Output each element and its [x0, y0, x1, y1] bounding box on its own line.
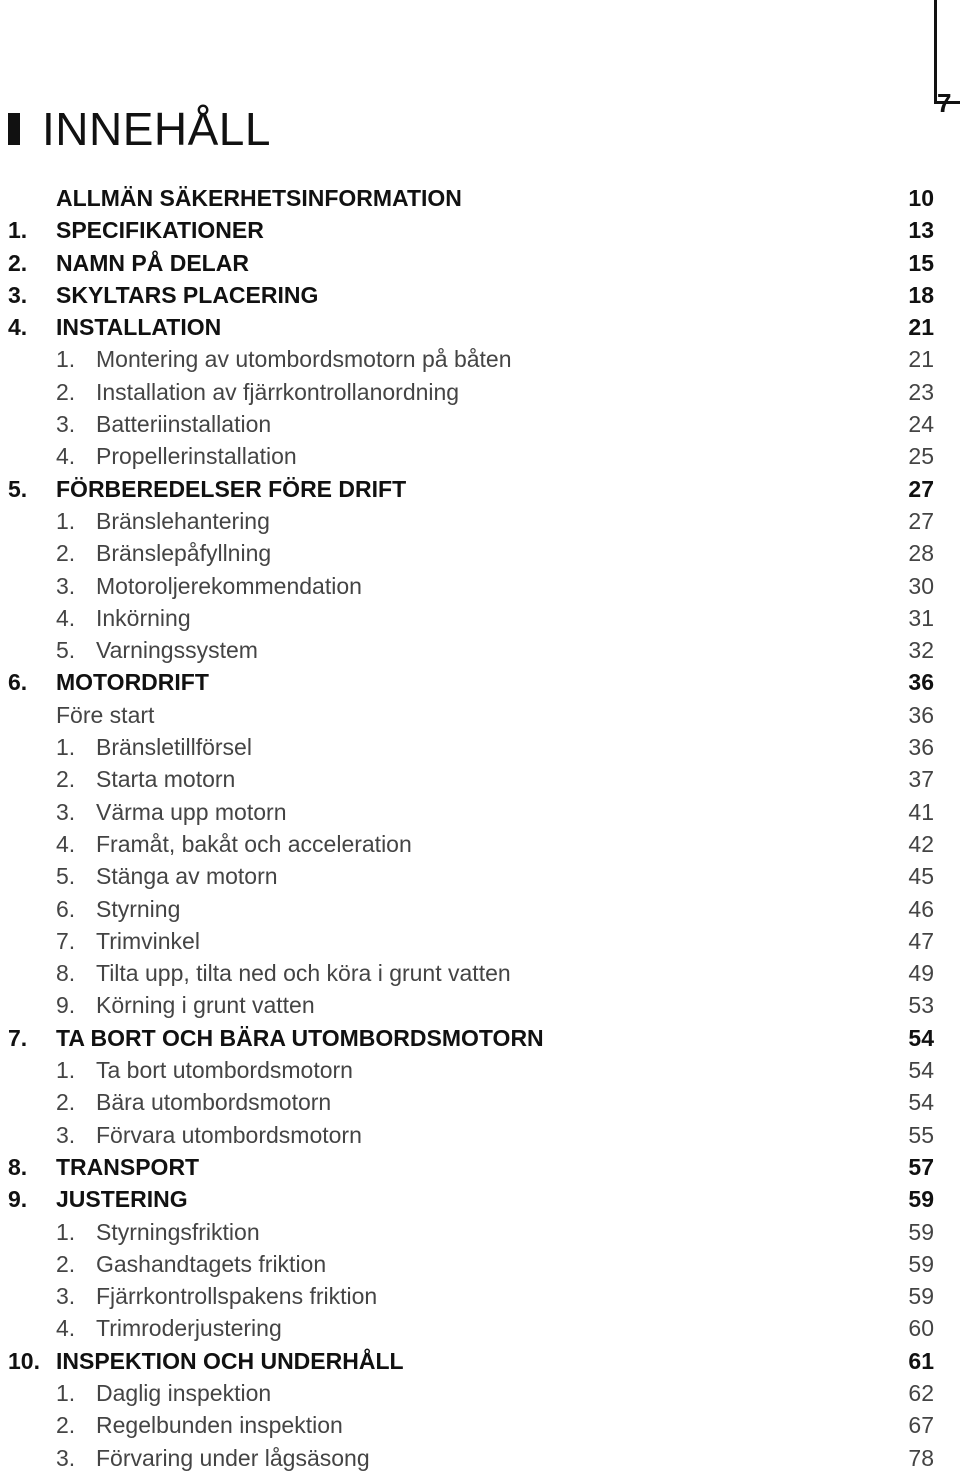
toc-entry-page: 55	[908, 1121, 934, 1148]
toc-entry-page: 25	[908, 443, 934, 470]
toc-section-row[interactable]	[0, 570, 960, 602]
toc-entry-page: 15	[908, 249, 934, 276]
toc-section-row[interactable]	[0, 1119, 960, 1151]
toc-chapter-row[interactable]	[0, 1183, 960, 1215]
toc-entry-number: 4.	[8, 314, 28, 341]
toc-chapter-row[interactable]	[0, 311, 960, 343]
toc-entry-label: Varningssystem	[96, 637, 258, 664]
toc-entry-label: ALLMÄN SÄKERHETSINFORMATION	[56, 185, 462, 211]
toc-entry-number: 2.	[56, 1412, 76, 1439]
toc-entry-number: 2.	[56, 1089, 76, 1116]
toc-entry-number: 1.	[56, 1379, 76, 1406]
toc-entry-label: Tilta upp, tilta ned och köra i grunt vatten	[96, 960, 511, 987]
toc-entry-label: Framåt, bakåt och acceleration	[96, 830, 412, 857]
toc-entry-number: 7.	[8, 1024, 28, 1051]
toc-entry-number: 2.	[56, 1250, 76, 1277]
toc-section-row[interactable]	[0, 989, 960, 1021]
toc-entry-label: Ta bort utombordsmotorn	[96, 1057, 353, 1084]
toc-chapter-row[interactable]	[0, 666, 960, 698]
toc-entry-number: 3.	[56, 1444, 76, 1471]
toc-entry-page: 23	[908, 378, 934, 405]
toc-entry-label: MOTORDRIFT	[56, 669, 209, 696]
toc-entry-label: Körning i grunt vatten	[96, 992, 315, 1019]
toc-entry-page: 62	[908, 1379, 934, 1406]
toc-entry-label: FÖRBEREDELSER FÖRE DRIFT	[56, 475, 407, 502]
toc-section-row[interactable]	[0, 893, 960, 925]
table-of-contents	[0, 182, 960, 1474]
toc-entry-label: Fjärrkontrollspakens friktion	[96, 1283, 378, 1310]
toc-chapter-row[interactable]	[0, 279, 960, 311]
toc-entry-label: Stänga av motorn	[96, 863, 278, 890]
toc-section-row[interactable]	[0, 1054, 960, 1086]
toc-entry-number: 5.	[56, 863, 76, 890]
toc-section-row[interactable]	[0, 925, 960, 957]
toc-entry-label: Före start	[56, 701, 155, 728]
toc-section-row[interactable]	[0, 828, 960, 860]
toc-chapter-row[interactable]	[0, 1345, 960, 1377]
toc-section-row[interactable]	[0, 1280, 960, 1312]
toc-entry-label: Styrningsfriktion	[96, 1218, 260, 1245]
toc-entry-number: 1.	[56, 507, 76, 534]
toc-entry-label: SKYLTARS PLACERING	[56, 281, 319, 308]
toc-section-row[interactable]	[0, 763, 960, 795]
toc-entry-number: 6.	[56, 895, 76, 922]
toc-entry-label: Trimvinkel	[96, 927, 200, 954]
toc-section-row[interactable]	[0, 537, 960, 569]
toc-entry-page: 42	[908, 830, 934, 857]
toc-chapter-row[interactable]	[0, 247, 960, 279]
toc-entry-page: 41	[908, 798, 934, 825]
toc-section-row[interactable]	[0, 343, 960, 375]
toc-section-row[interactable]	[0, 731, 960, 763]
toc-entry-page: 24	[908, 411, 934, 438]
toc-entry-label: Montering av utombordsmotorn på båten	[96, 346, 512, 373]
toc-entry-page: 53	[908, 992, 934, 1019]
toc-entry-number: 2.	[8, 249, 28, 276]
page-title: INNEHÅLL	[42, 103, 271, 155]
toc-entry-page: 37	[908, 766, 934, 793]
toc-entry-label: Motoroljerekommendation	[96, 572, 362, 599]
toc-entry-label: Installation av fjärrkontrollanordning	[96, 378, 460, 405]
toc-entry-page: 36	[908, 701, 934, 728]
toc-entry-number: 7.	[56, 927, 76, 954]
toc-entry-number: 5.	[56, 637, 76, 664]
toc-chapter-row[interactable]	[0, 214, 960, 246]
toc-entry-label: Bränsletillförsel	[96, 734, 252, 761]
toc-entry-label: Daglig inspektion	[96, 1379, 272, 1406]
toc-chapter-row[interactable]	[0, 1022, 960, 1054]
toc-entry-label: Starta motorn	[96, 766, 236, 793]
toc-entry-number: 3.	[56, 798, 76, 825]
toc-entry-number: 4.	[56, 830, 76, 857]
toc-entry-page: 28	[908, 540, 934, 567]
toc-entry-page: 21	[908, 346, 934, 373]
toc-entry-number: 9.	[56, 992, 76, 1019]
toc-section-row[interactable]	[0, 860, 960, 892]
toc-entry-label: Batteriinstallation	[96, 411, 272, 438]
toc-entry-label: Förvara utombordsmotorn	[96, 1121, 362, 1148]
toc-entry-number: 2.	[56, 540, 76, 567]
toc-entry-page: 18	[908, 281, 934, 308]
toc-entry-label: Bränslehantering	[96, 507, 270, 534]
toc-section-row[interactable]	[0, 1377, 960, 1409]
toc-entry-page: 54	[908, 1089, 934, 1116]
toc-section-row[interactable]	[0, 376, 960, 408]
toc-entry-page: 57	[908, 1153, 934, 1180]
toc-entry-page: 10	[908, 185, 934, 211]
toc-entry-page: 59	[908, 1186, 934, 1213]
toc-entry-page: 61	[908, 1347, 934, 1374]
toc-section-row[interactable]	[0, 1442, 960, 1474]
toc-entry-number: 1.	[56, 346, 76, 373]
toc-section-row[interactable]	[0, 505, 960, 537]
toc-entry-page: 13	[908, 217, 934, 244]
toc-entry-page: 59	[908, 1218, 934, 1245]
toc-entry-label: Bränslepåfyllning	[96, 540, 272, 567]
toc-section-row[interactable]	[0, 602, 960, 634]
toc-entry-page: 45	[908, 863, 934, 890]
toc-entry-label: TA BORT OCH BÄRA UTOMBORDSMOTORN	[56, 1024, 544, 1051]
toc-entry-page: 47	[908, 927, 934, 954]
toc-entry-number: 3.	[56, 411, 76, 438]
toc-entry-label: Styrning	[96, 895, 181, 922]
toc-entry-page: 49	[908, 960, 934, 987]
toc-entry-number: 4.	[56, 604, 76, 631]
toc-entry-page: 36	[908, 734, 934, 761]
toc-entry-page: 59	[908, 1250, 934, 1277]
toc-entry-number: 1.	[56, 1218, 76, 1245]
toc-section-row[interactable]	[0, 1409, 960, 1441]
toc-entry-label: Gashandtagets friktion	[96, 1250, 327, 1277]
toc-chapter-row[interactable]	[0, 182, 960, 214]
toc-entry-label: INSTALLATION	[56, 314, 222, 341]
toc-section-row[interactable]	[0, 957, 960, 989]
toc-entry-number: 3.	[56, 1283, 76, 1310]
toc-entry-number: 2.	[56, 766, 76, 793]
toc-entry-number: 3.	[56, 572, 76, 599]
toc-entry-number: 10.	[8, 1347, 40, 1374]
toc-entry-number: 4.	[56, 1315, 76, 1342]
toc-section-row[interactable]	[0, 408, 960, 440]
toc-entry-label: Förvaring under lågsäsong	[96, 1444, 370, 1471]
toc-entry-page: 54	[908, 1057, 934, 1084]
toc-entry-label: JUSTERING	[56, 1186, 188, 1213]
toc-section-row[interactable]	[0, 1086, 960, 1118]
toc-entry-label: INSPEKTION OCH UNDERHÅLL	[56, 1347, 404, 1374]
toc-entry-page: 30	[908, 572, 934, 599]
toc-entry-page: 60	[908, 1315, 934, 1342]
toc-entry-page: 32	[908, 637, 934, 664]
toc-section-row[interactable]	[0, 1248, 960, 1280]
toc-entry-number: 5.	[8, 475, 28, 502]
toc-section-row[interactable]	[0, 440, 960, 472]
toc-entry-page: 31	[908, 604, 934, 631]
toc-entry-page: 78	[908, 1444, 934, 1471]
toc-entry-number: 8.	[56, 960, 76, 987]
toc-section-row[interactable]	[0, 1216, 960, 1248]
toc-entry-number: 1.	[56, 734, 76, 761]
toc-entry-page: 46	[908, 895, 934, 922]
toc-entry-page: 59	[908, 1283, 934, 1310]
toc-entry-page: 36	[908, 669, 934, 696]
toc-entry-label: TRANSPORT	[56, 1153, 200, 1180]
toc-entry-page: 27	[908, 507, 934, 534]
toc-entry-number: 6.	[8, 669, 28, 696]
toc-entry-number: 9.	[8, 1186, 28, 1213]
toc-entry-number: 8.	[8, 1153, 28, 1180]
toc-entry-label: Inkörning	[96, 604, 191, 631]
toc-entry-number: 3.	[8, 281, 28, 308]
toc-entry-page: 67	[908, 1412, 934, 1439]
toc-entry-label: Trimroderjustering	[96, 1315, 282, 1342]
toc-chapter-row[interactable]	[0, 1151, 960, 1183]
page-number: 7	[937, 88, 952, 118]
toc-entry-label: Regelbunden inspektion	[96, 1412, 343, 1439]
title-marker-bar	[8, 113, 20, 145]
toc-entry-number: 1.	[56, 1057, 76, 1084]
toc-section-row[interactable]	[0, 634, 960, 666]
toc-entry-label: Värma upp motorn	[96, 798, 287, 825]
toc-entry-label: SPECIFIKATIONER	[56, 217, 264, 244]
toc-chapter-row[interactable]	[0, 473, 960, 505]
toc-entry-label: Bära utombordsmotorn	[96, 1089, 332, 1116]
toc-entry-number: 3.	[56, 1121, 76, 1148]
toc-entry-page: 54	[908, 1024, 934, 1051]
toc-section-row[interactable]	[0, 699, 960, 731]
toc-entry-number: 4.	[56, 443, 76, 470]
toc-entry-page: 27	[908, 475, 934, 502]
toc-entry-page: 21	[908, 314, 934, 341]
toc-entry-label: Propellerinstallation	[96, 443, 297, 470]
toc-section-row[interactable]	[0, 1312, 960, 1344]
toc-entry-number: 2.	[56, 378, 76, 405]
toc-entry-label: NAMN PÅ DELAR	[56, 249, 249, 276]
toc-entry-number: 1.	[8, 217, 28, 244]
toc-section-row[interactable]	[0, 796, 960, 828]
